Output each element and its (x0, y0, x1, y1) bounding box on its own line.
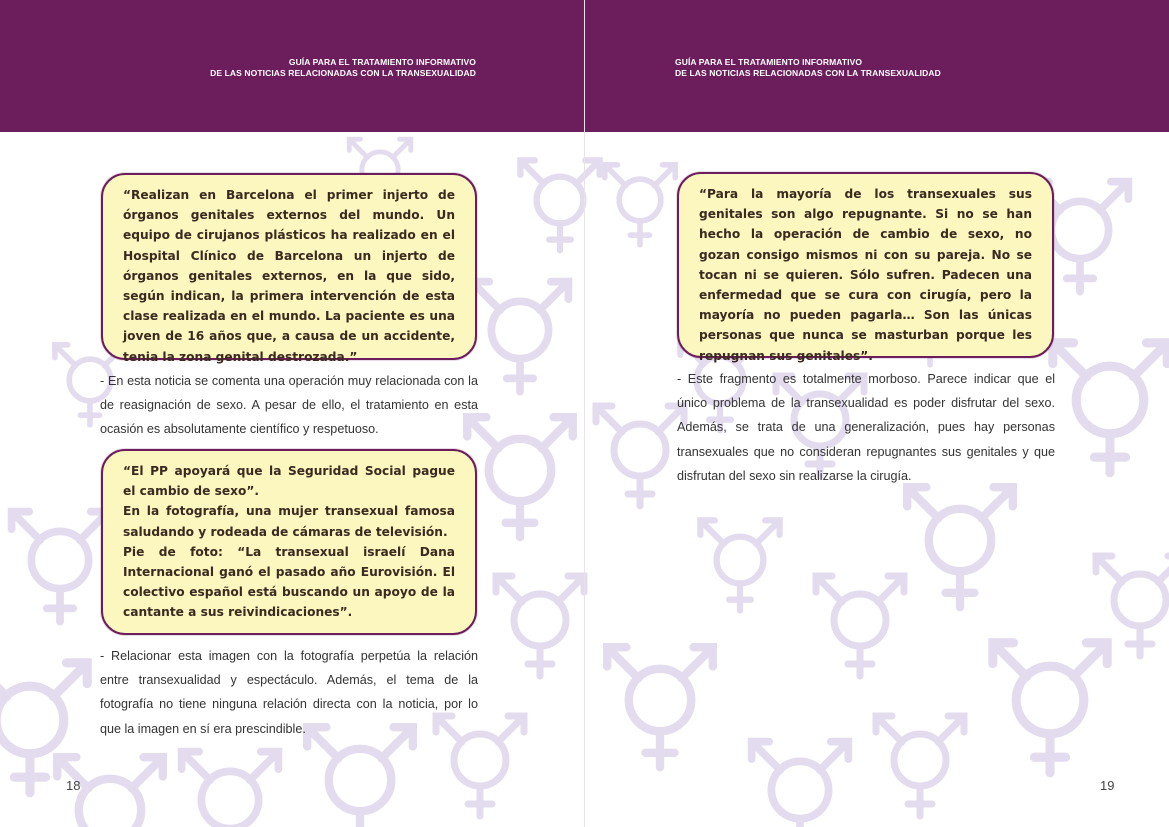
quote-text: “Para la mayoría de los transexuales sus genitales son algo repugnante. Si no se han hecho la operación de cambio de sexo, no gozan consigo mismos ni con su pareja. No se tocan ni se quieren. Sólo sufren. Padecen una enfermedad que se cura con cirugía, pero la mayoría no pueden pagarla… Son las únicas personas que nunca se masturban porque les repugnan sus genitales”. (699, 187, 1032, 363)
header-title-line1: GUÍA PARA EL TRATAMIENTO INFORMATIVO (675, 57, 863, 67)
header-band (585, 0, 1169, 132)
commentary-paragraph: - Relacionar esta imagen con la fotografía perpetúa la relación entre transexualidad y espectáculo. Además, el tema de la fotografía no tiene ninguna relación directa con la noticia, por lo que la imagen en sí era prescindible. (100, 649, 478, 736)
quote-box (101, 449, 477, 635)
quote-photo-caption: Pie de foto: “La transexual israelí Dana Internacional ganó el pasado año Eurovisión. El colectivo español está buscando un apoyo de la cantante a sus reivindicaciones”. (123, 544, 455, 620)
quote-box (677, 172, 1054, 363)
header-title-line2: DE LAS NOTICIAS RELACIONADAS CON LA TRANSEXUALIDAD (210, 68, 476, 78)
quote-text: “Realizan en Barcelona el primer injerto de órganos genitales externos del mundo. Un equipo de cirujanos plásticos ha realizado en el Hospital Clínico de Barcelona un injerto de órganos genitales externos, en la que sido, según indican, la primera intervención de esta clase realizada en el mundo. La paciente es una joven de 16 años que, a causa de un accidente, tenia la zona genital destrozada.” (123, 188, 455, 364)
right-page (585, 0, 1169, 827)
commentary-paragraph: - En esta noticia se comenta una operación muy relacionada con la de reasignación de sexo. A pesar de ello, el tratamiento en esta ocasión es absolutamente científico y respetuoso. (100, 374, 478, 437)
page-number: 18 (66, 778, 81, 793)
header-band (0, 0, 584, 132)
commentary-paragraph: - Este fragmento es totalmente morboso. Parece indicar que el único problema de la transexualidad es poder disfrutar del sexo. Además, se trata de una generalización, pues hay personas transexuales que no consideran repugnantes sus genitales y que disfrutan del sexo sin realizarse la cirugía. (677, 372, 1055, 483)
quote-photo-description: En la fotografía, una mujer transexual famosa saludando y rodeada de cámaras de televisión. (123, 504, 455, 539)
header-title (210, 57, 476, 79)
left-page (0, 0, 584, 827)
header-title-line1: GUÍA PARA EL TRATAMIENTO INFORMATIVO (288, 57, 476, 67)
page-number: 19 (1100, 778, 1115, 793)
header-title (675, 57, 941, 79)
quote-headline: “El PP apoyará que la Seguridad Social pague el cambio de sexo”. (123, 464, 455, 499)
quote-box (101, 173, 477, 364)
header-title-line2: DE LAS NOTICIAS RELACIONADAS CON LA TRANSEXUALIDAD (675, 68, 941, 78)
